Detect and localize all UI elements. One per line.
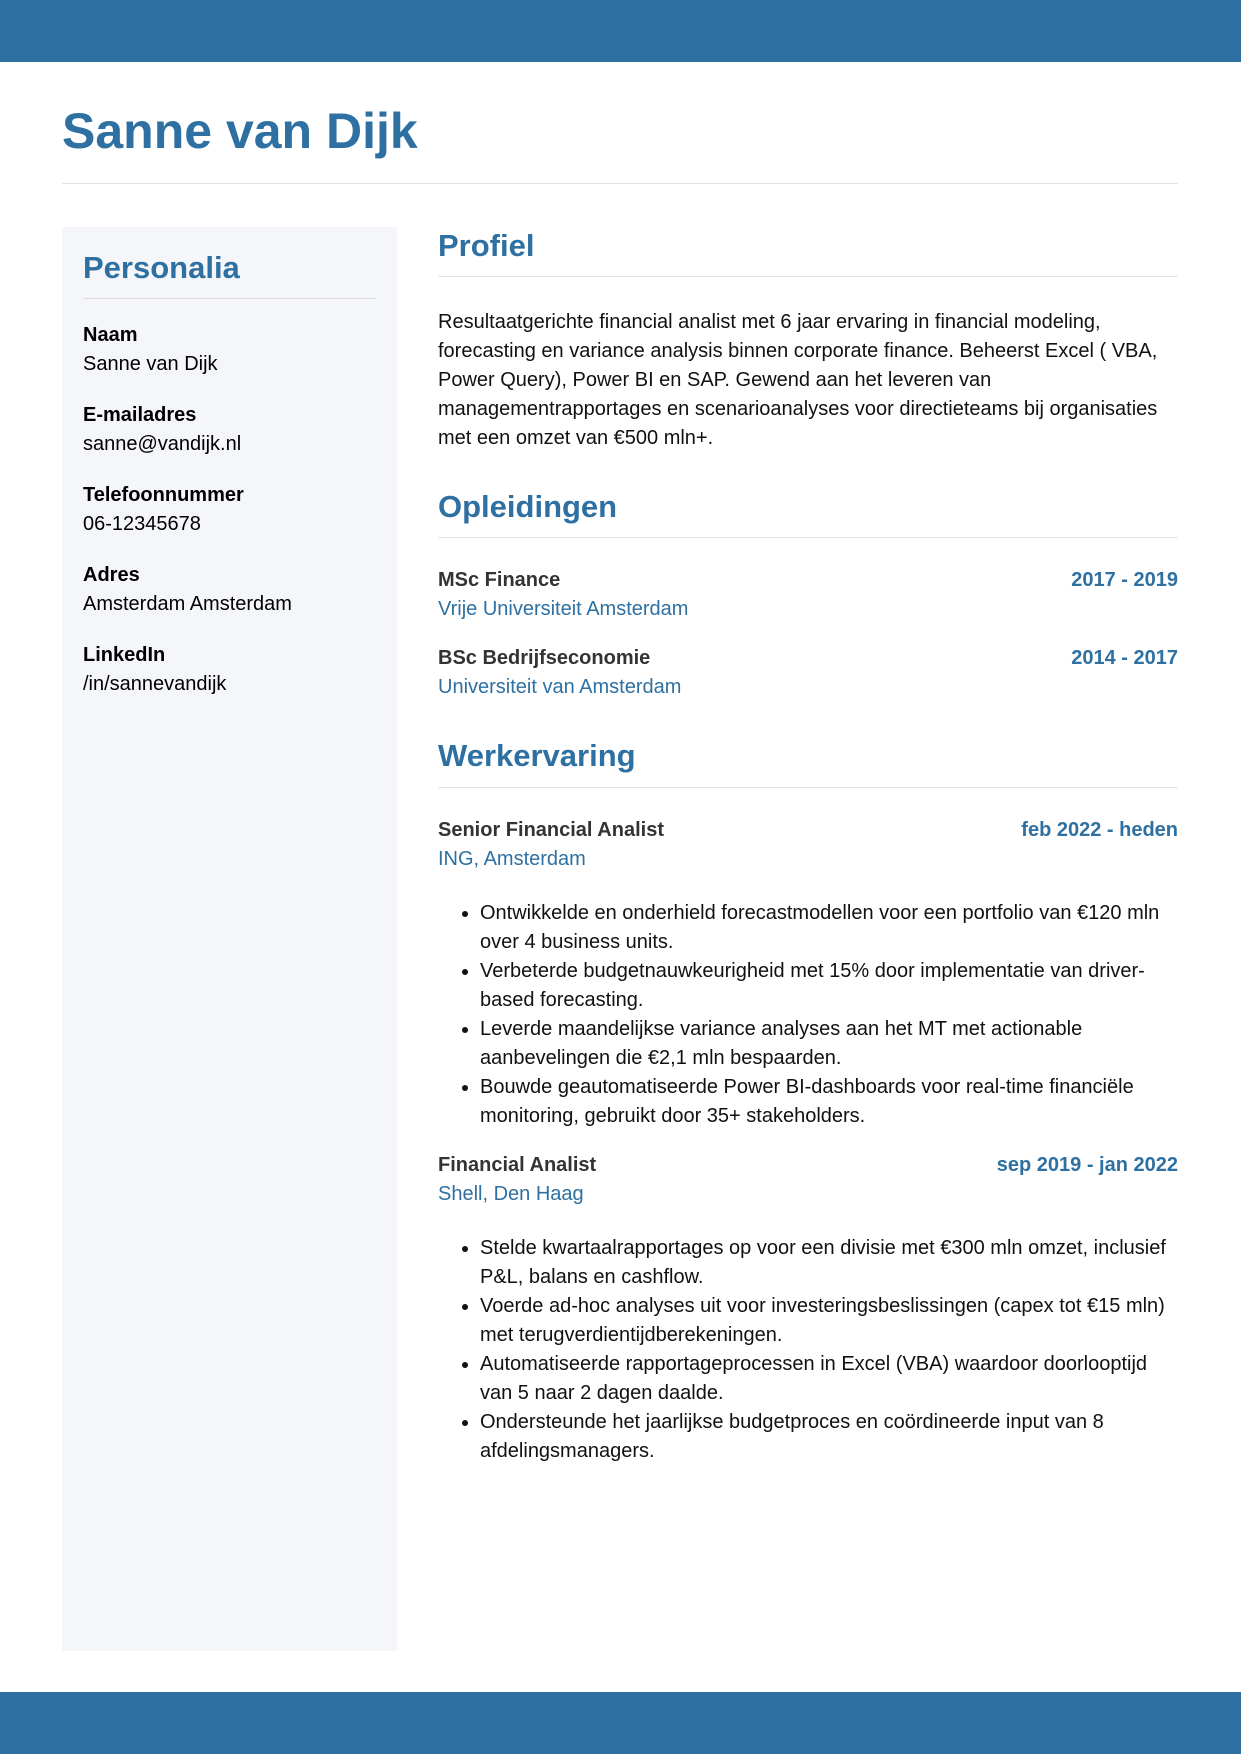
education-period: 2014 - 2017: [1071, 647, 1178, 670]
bullet-item: • Leverde maandelijkse variance analyses aan het MT met actionable aanbevelingen die €2,1 mln bespaarden.: [480, 1015, 1178, 1073]
bullet-item: • Stelde kwartaalrapportages op voor een divisie met €300 mln omzet, inclusief P&L, balans en cashflow.: [480, 1234, 1178, 1292]
bullet-item: • Ontwikkelde en onderhield forecastmodellen voor een portfolio van €120 mln over 4 business units.: [480, 899, 1178, 957]
section-title-profiel: Profiel: [438, 227, 1178, 277]
title-divider: [62, 183, 1178, 184]
degree-name: MSc Finance: [438, 569, 561, 592]
field-value: Sanne van Dijk: [83, 353, 218, 376]
field-linkedin: [83, 641, 376, 699]
field-value: Amsterdam Amsterdam: [83, 593, 292, 616]
field-label: LinkedIn: [83, 644, 166, 667]
bottom-banner: [0, 1692, 1241, 1754]
education-section: [438, 488, 1178, 702]
field-value: 06-12345678: [83, 513, 201, 536]
bullet-item: • Verbeterde budgetnauwkeurigheid met 15% door implementatie van driver-based forecasting.: [480, 957, 1178, 1015]
personalia-sidebar: [62, 227, 397, 1651]
field-telefoon: [83, 481, 376, 539]
degree-name: BSc Bedrijfseconomie: [438, 647, 651, 670]
field-label: Telefoonnummer: [83, 484, 244, 507]
education-entry: [438, 566, 1178, 624]
field-label: Naam: [83, 324, 138, 347]
field-label: E-mailadres: [83, 404, 197, 427]
section-title-opleidingen: Opleidingen: [438, 488, 1178, 538]
job-bullets: [438, 1234, 1178, 1466]
job-period: sep 2019 - jan 2022: [996, 1153, 1178, 1176]
page-title: Sanne van Dijk: [62, 103, 418, 159]
field-value: /in/sannevandijk: [83, 673, 227, 696]
job-company: Shell, Den Haag: [438, 1182, 584, 1205]
sidebar-title: Personalia: [83, 249, 376, 299]
school-name: Vrije Universiteit Amsterdam: [438, 598, 689, 621]
field-email: [83, 401, 376, 459]
job-bullets: [438, 899, 1178, 1131]
experience-section: [438, 737, 1178, 1465]
bullet-item: • Voerde ad-hoc analyses uit voor investeringsbeslissingen (capex tot €15 mln) met terugverdientijdberekeningen.: [480, 1292, 1178, 1350]
field-value: sanne@vandijk.nl: [83, 433, 242, 456]
bullet-item: • Bouwde geautomatiseerde Power BI-dashboards voor real-time financiële monitoring, gebruikt door 35+ stakeholders.: [480, 1073, 1178, 1131]
education-entry: [438, 644, 1178, 702]
field-adres: [83, 561, 376, 619]
profile-section: [438, 227, 1178, 453]
section-title-werkervaring: Werkervaring: [438, 737, 1178, 787]
main-content: [438, 227, 1178, 1466]
bullet-item: • Ondersteunde het jaarlijkse budgetproces en coördineerde input van 8 afdelingsmanagers.: [480, 1408, 1178, 1466]
field-naam: [83, 321, 376, 379]
education-period: 2017 - 2019: [1071, 569, 1178, 592]
job-period: feb 2022 - heden: [1021, 818, 1178, 841]
top-banner: [0, 0, 1241, 62]
profile-text: Resultaatgerichte financial analist met 6 jaar ervaring in financial modeling, forecasting en variance analysis binnen corporate finance. Beheerst Excel ( VBA, Power Query), Power BI en SAP. Gewend aan het leveren van managementrapportages en scenarioanalyses voor directieteams bij organisaties met een omzet van €500 mln+.: [438, 311, 1158, 450]
job-company: ING, Amsterdam: [438, 847, 586, 870]
job-entry: [438, 816, 1178, 1131]
field-label: Adres: [83, 564, 140, 587]
job-entry: [438, 1151, 1178, 1466]
bullet-item: • Automatiseerde rapportageprocessen in Excel (VBA) waardoor doorlooptijd van 5 naar 2 dagen daalde.: [480, 1350, 1178, 1408]
job-role: Senior Financial Analist: [438, 818, 664, 841]
school-name: Universiteit van Amsterdam: [438, 676, 682, 699]
job-role: Financial Analist: [438, 1153, 597, 1176]
